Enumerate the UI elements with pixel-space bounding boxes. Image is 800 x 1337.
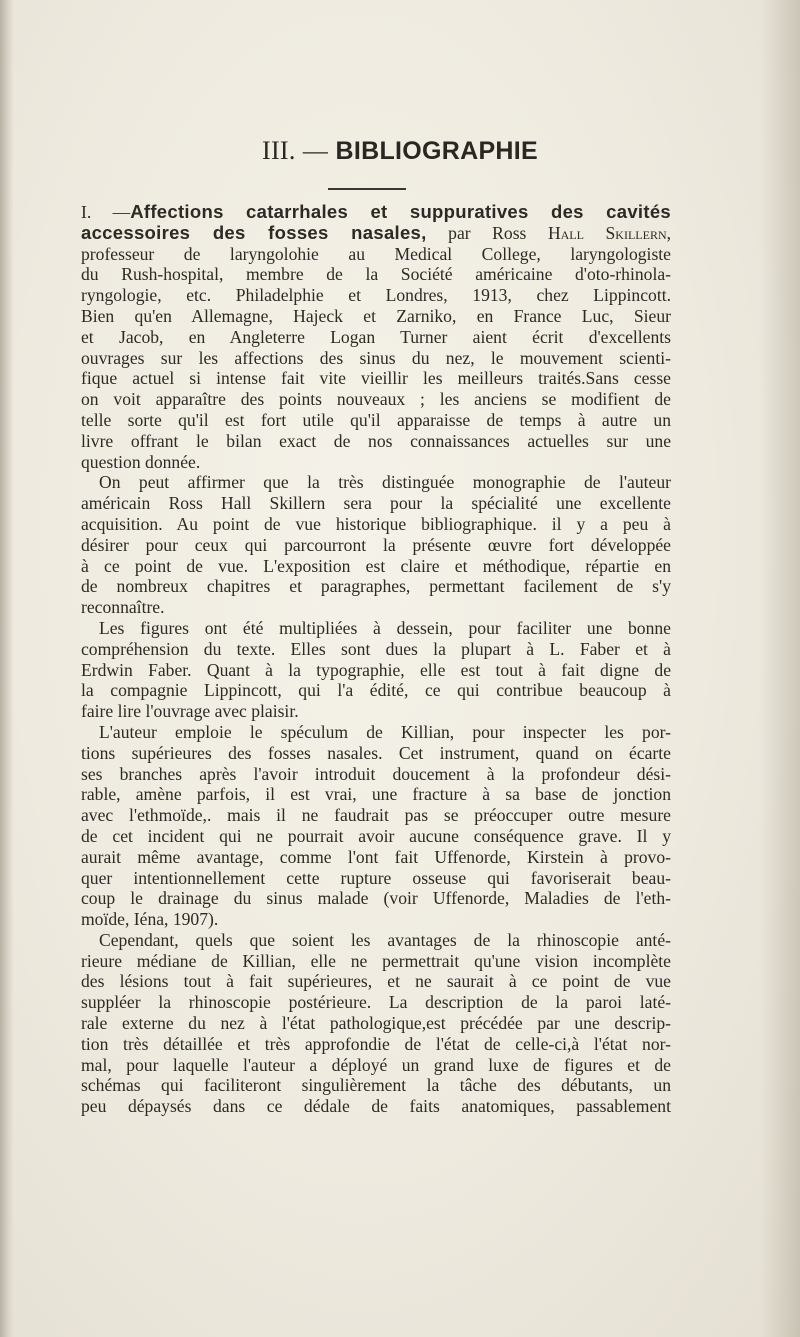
section-dash: — [302,138,329,165]
text-line: ses branches après l'avoir introduit doucement à la profondeur dési- [81,763,671,784]
text-line: rable, amène parfois, il est vrai, une fracture à sa base de jonction [81,784,671,805]
text-line: acquisition. Au point de vue historique bibliographique. il y a peu à [81,513,671,534]
text-line: américain Ross Hall Skillern sera pour la spécialité une excellente [81,493,671,514]
page-binding-shadow [0,0,14,1337]
text-line: suppléer la rhinoscopie postérieure. La description de la paroi laté- [81,992,671,1013]
entry-by: par [448,222,471,243]
text-line: la compagnie Lippincott, qui l'a édité, ce qui contribue beaucoup à [81,680,671,701]
text-line: tions supérieures des fosses nasales. Cet instrument, quand on écarte [81,742,671,763]
text-line: aurait même avantage, comme l'ont fait Uffenorde, Kirstein à provo- [81,846,671,867]
text-line: quer intentionnellement cette rupture osseuse qui favoriserait beau- [81,867,671,888]
text-line: à ce point de vue. L'exposition est claire et méthodique, répartie en [81,555,671,576]
text-line: mal, pour laquelle l'auteur a déployé un grand luxe de figures et de [81,1054,671,1075]
heading-divider [328,188,406,190]
text-line: L'auteur emploie le spéculum de Killian, pour inspecter les por- [99,721,671,742]
text-line: fique actuel si intense fait vite vieillir les meilleurs traités.Sans cesse [81,368,671,389]
text-line: ryngologie, etc. Philadelphie et Londres, 1913, chez Lippincott. [81,285,671,306]
text-line: de nombreux chapitres et paragraphes, permettant facilement de s'y [81,576,671,597]
text-line: Bien qu'en Allemagne, Hajeck et Zarniko, en France Luc, Sieur [81,305,671,326]
body-text [81,202,671,1117]
text-line: livre offrant le bilan exact de nos connaissances actuelles sur une [81,430,671,451]
text-line: Les figures ont été multipliées à dessein, pour faciliter une bonne [99,617,671,638]
text-line: tion très détaillée et très approfondie de l'état de celle-ci,à l'état nor- [81,1033,671,1054]
text-line: avec l'ethmoïde,. mais il ne faudrait pas se préoccuper outre mesure [81,805,671,826]
section-title: BIBLIOGRAPHIE [335,137,539,165]
text-line: On peut affirmer que la très distinguée monographie de l'auteur [99,472,671,493]
text-line: rieure médiane de Killian, elle ne permettrait qu'une vision incomplète [81,950,671,971]
text-line: et Jacob, en Angleterre Logan Turner aient écrit d'excellents [81,326,671,347]
page-edge-shadow [760,0,800,1337]
entry-number: I. [81,202,92,222]
text-line: Cependant, quels que soient les avantages de la rhinoscopie anté- [99,929,671,950]
entry-dash: — [112,202,131,222]
text-line: moïde, Iéna, 1907). [81,909,219,930]
text-line: ouvrages sur les affections des sinus du nez, le mouvement scienti- [81,347,671,368]
text-line: telle sorte qu'il est fort utile qu'il apparaisse de temps à autre un [81,409,671,430]
text-line: désirer pour ceux qui parcourront la présente œuvre fort développée [81,534,671,555]
text-line: question donnée. [81,451,201,472]
text-line: coup le drainage du sinus malade (voir Uffenorde, Maladies de l'eth- [81,888,671,909]
entry-author-rest: Hall Skillern, [547,222,671,243]
entry-title-line-1 [81,202,671,223]
text-line: faire lire l'ouvrage avec plaisir. [81,701,299,722]
text-line: schémas qui faciliteront singulièrement la tâche des débutants, un [81,1075,671,1096]
entry-title-line-2 [81,223,671,244]
text-line: professeur de laryngolohie au Medical College, laryngologiste [81,243,671,264]
text-line: compréhension du texte. Elles sont dues la plupart à L. Faber et à [81,638,671,659]
text-line: des lésions tout à fait supérieures, et ne saurait à ce point de vue [81,971,671,992]
text-line: peu dépaysés dans ce dédale de faits anatomiques, passablement [81,1096,671,1117]
entry-title-part-1: Affections catarrhales et suppuratives des cavités [130,202,671,222]
text-line: on voit apparaître des points nouveaux ; les anciens se modifient de [81,389,671,410]
text-line: du Rush-hospital, membre de la Société américaine d'oto-rhinola- [81,264,671,285]
section-heading [0,136,800,166]
entry-author-first: Ross [492,222,527,243]
text-line: Erdwin Faber. Quant à la typographie, elle est tout à fait digne de [81,659,671,680]
text-line: de cet incident qui ne pourrait avoir aucune conséquence grave. Il y [81,825,671,846]
entry-title-part-2: accessoires des fosses nasales, [81,222,427,243]
text-line: reconnaître. [81,597,165,618]
section-number: III. [261,136,296,165]
text-line: rale externe du nez à l'état pathologique,est précédée par une descrip- [81,1013,671,1034]
